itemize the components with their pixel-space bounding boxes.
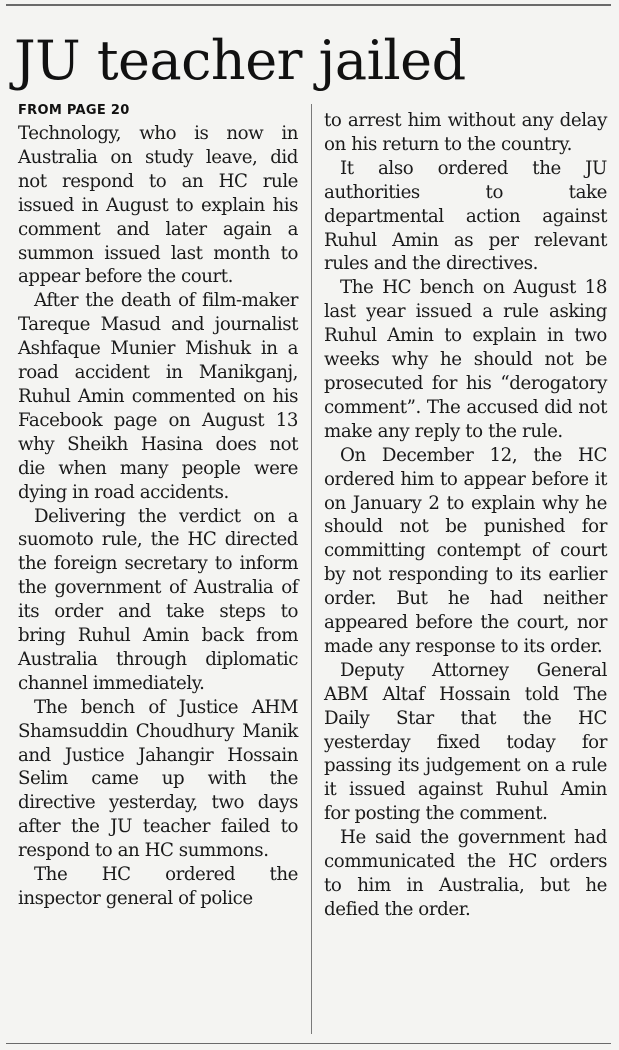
- paragraph: On December 12, the HC ordered him to appear before it on January 2 to explain why he should not be punished for committing contempt of court by not responding to its earlier order. But he had neither appeared before the court, nor made any response to its order.: [324, 444, 607, 657]
- top-rule: [6, 4, 611, 6]
- paragraph: The HC ordered the inspector general of police: [18, 864, 298, 909]
- jump-label: FROM PAGE 20: [18, 103, 130, 118]
- right-column: [324, 109, 607, 922]
- paragraph: Deputy Attorney General ABM Altaf Hossain told The Daily Star that the HC yesterday fixed today for passing its judgement on a rule it issued against Ruhul Amin for posting the comment.: [324, 659, 607, 825]
- column-divider: [311, 104, 312, 1034]
- paragraph: He said the government had communicated the HC orders to him in Australia, but he defied the order.: [324, 827, 607, 920]
- left-column: [18, 104, 298, 911]
- paragraph: to arrest him without any delay on his return to the country.: [324, 110, 607, 155]
- headline: JU teacher jailed: [14, 29, 466, 92]
- paragraph: Delivering the verdict on a suomoto rule, the HC directed the foreign secretary to inform the government of Australia of its order and take steps to bring Ruhul Amin back from Australia through diplomatic channel immediately.: [18, 505, 298, 694]
- paragraph: Technology, who is now in Australia on study leave, did not respond to an HC rule issued in August to explain his comment and later again a summon issued last month to appear before the court.: [18, 123, 298, 288]
- paragraph: The bench of Justice AHM Shamsuddin Choudhury Manik and Justice Jahangir Hossain Selim came up with the directive yesterday, two days after the JU teacher failed to respond to an HC summons.: [18, 696, 298, 862]
- paragraph: It also ordered the JU authorities to take departmental action against Ruhul Amin as per relevant rules and the directives.: [324, 157, 607, 275]
- paragraph: After the death of film-maker Tareque Masud and journalist Ashfaque Munier Mishuk in a road accident in Manikganj, Ruhul Amin commented on his Facebook page on August 13 why Sheikh Hasina does not die when many people were dying in road accidents.: [18, 290, 298, 503]
- bottom-rule: [6, 1043, 611, 1044]
- paragraph: The HC bench on August 18 last year issued a rule asking Ruhul Amin to explain in two weeks why he should not be prosecuted for his “derogatory comment”. The accused did not make any reply to the rule.: [324, 277, 607, 442]
